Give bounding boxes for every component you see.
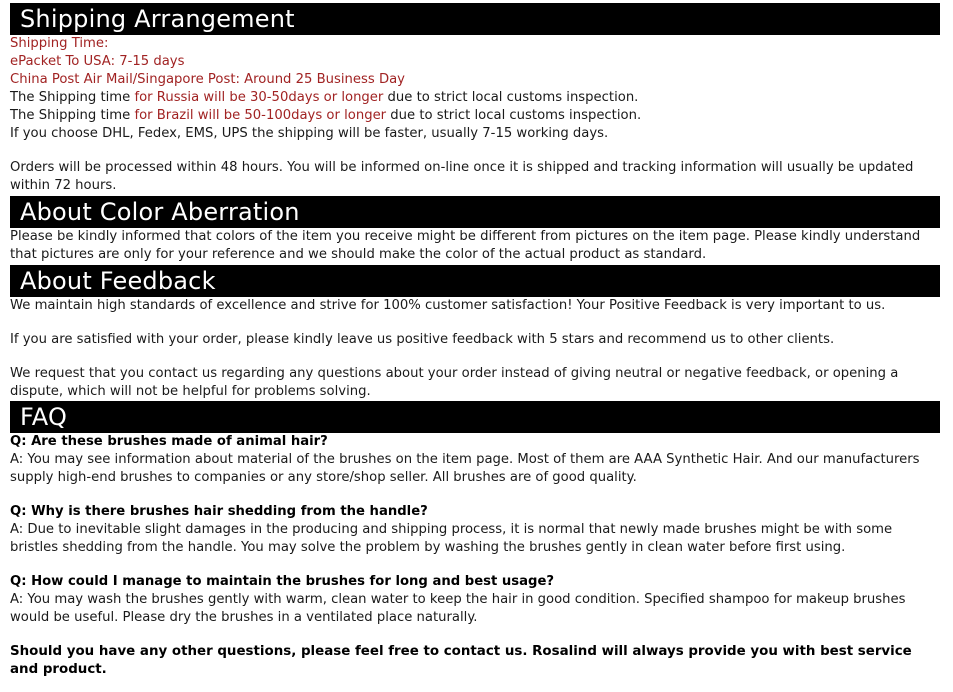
faq-question-1: Q: Are these brushes made of animal hair?	[10, 434, 328, 449]
feedback-paragraph-3: We request that you contact us regarding any questions about your order instead of giving neutral or negative feedback, or opening a dispute, which will not be helpful for problems solving.	[10, 366, 899, 399]
china-post-line: China Post Air Mail/Singapore Post: Around 25 Business Day	[10, 72, 405, 87]
faq-answer-1: A: You may see information about material of the brushes on the item page. Most of them are AAA Synthetic Hair. And our manufacturers supply high-end brushes to companies or any store/shop seller. All brushes are of good quality.	[10, 452, 920, 485]
russia-shipping-line	[10, 89, 942, 107]
faq-header: FAQ	[10, 401, 940, 433]
russia-highlight: for Russia will be 30-50days or longer	[134, 90, 384, 105]
shipping-time-label: Shipping Time:	[10, 36, 109, 51]
feedback-paragraph-1: We maintain high standards of excellence and strive for 100% customer satisfaction! Your Positive Feedback is very important to us.	[10, 298, 886, 313]
brazil-suffix: due to strict local customs inspection.	[386, 108, 642, 123]
brazil-shipping-line	[10, 107, 942, 125]
brazil-prefix: The Shipping time	[10, 108, 135, 123]
shipping-header: Shipping Arrangement	[10, 3, 940, 35]
faq-question-2: Q: Why is there brushes hair shedding from the handle?	[10, 504, 428, 519]
express-shipping-line: If you choose DHL, Fedex, EMS, UPS the shipping will be faster, usually 7-15 working days.	[10, 126, 609, 141]
epacket-line: ePacket To USA: 7-15 days	[10, 54, 185, 69]
feedback-paragraph-2: If you are satisfied with your order, please kindly leave us positive feedback with 5 stars and recommend us to other clients.	[10, 332, 835, 347]
color-aberration-paragraph: Please be kindly informed that colors of the item you receive might be different from pictures on the item page. Please kindly understand that pictures are only for your reference and we should make the color of the actual product as standard.	[10, 229, 921, 262]
faq-question-3: Q: How could I manage to maintain the brushes for long and best usage?	[10, 574, 555, 589]
faq-answer-2: A: Due to inevitable slight damages in the producing and shipping process, it is normal that newly made brushes might be with some bristles shedding from the handle. You may solve the problem by washing the brushes gently in clean water before first using.	[10, 522, 893, 555]
russia-prefix: The Shipping time	[10, 90, 135, 105]
russia-suffix: due to strict local customs inspection.	[383, 90, 639, 105]
faq-answer-3: A: You may wash the brushes gently with warm, clean water to keep the hair in good condition. Specified shampoo for makeup brushes would be useful. Please dry the brushes in a ventilated place naturally.	[10, 592, 906, 625]
processing-paragraph: Orders will be processed within 48 hours. You will be informed on-line once it is shipped and tracking information will usually be updated within 72 hours.	[10, 160, 914, 193]
closing-message: Should you have any other questions, please feel free to contact us. Rosalind will always provide you with best service and product.	[10, 644, 912, 677]
color-aberration-header: About Color Aberration	[10, 196, 940, 228]
brazil-highlight: for Brazil will be 50-100days or longer	[134, 108, 387, 123]
feedback-header: About Feedback	[10, 265, 940, 297]
